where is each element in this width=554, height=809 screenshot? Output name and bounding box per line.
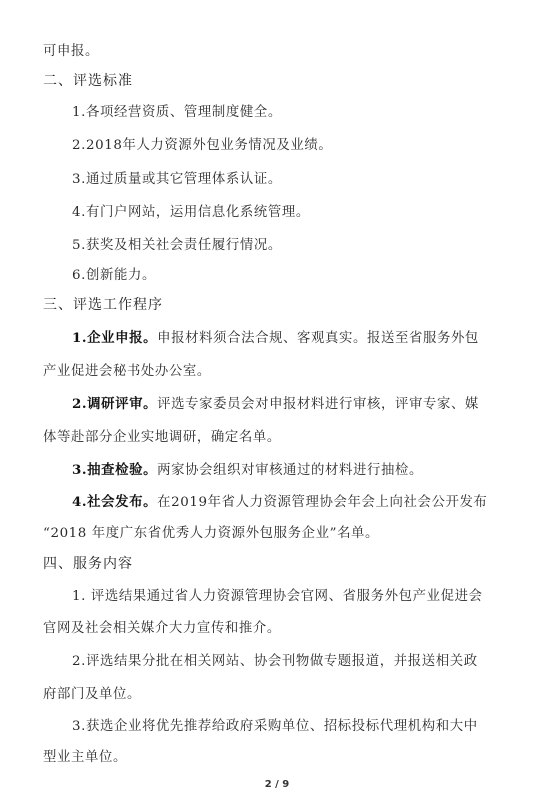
page-number: 2 / 9 bbox=[264, 779, 290, 790]
criteria-item-4: 4.有门户网站，运用信息化系统管理。 bbox=[72, 205, 310, 220]
section3-heading: 三、评选工作程序 bbox=[43, 297, 163, 313]
procedure-step-1-label: 1.企业申报。 bbox=[72, 330, 158, 346]
section2-heading: 二、评选标准 bbox=[43, 73, 133, 89]
service-item-3-line2: 型业主单位。 bbox=[43, 750, 127, 765]
procedure-step-1-line2: 产业促进会秘书处办公室。 bbox=[43, 364, 211, 379]
procedure-step-1-line1 bbox=[72, 327, 479, 346]
service-item-2-line2: 府部门及单位。 bbox=[43, 687, 141, 702]
procedure-step-4-line2: “2018 年度广东省优秀人力资源外包服务企业”名单。 bbox=[43, 526, 380, 541]
procedure-step-4-label: 4.社会发布。 bbox=[72, 494, 158, 510]
procedure-step-3-text: 两家协会组织对审核通过的材料进行抽检。 bbox=[157, 463, 423, 478]
criteria-item-2: 2.2018年人力资源外包业务情况及业绩。 bbox=[72, 138, 333, 153]
procedure-step-4-line1 bbox=[72, 491, 487, 510]
criteria-item-5: 5.获奖及相关社会责任履行情况。 bbox=[72, 238, 282, 253]
intro-tail-text: 可申报。 bbox=[43, 44, 99, 59]
criteria-item-3: 3.通过质量或其它管理体系认证。 bbox=[72, 172, 282, 187]
procedure-step-4-text: 在2019年省人力资源管理协会年会上向社会公开发布 bbox=[157, 495, 488, 510]
procedure-step-1-text: 申报材料须合法合规、客观真实。报送至省服务外包 bbox=[157, 331, 479, 346]
procedure-step-2-text: 评选专家委员会对申报材料进行审核，评审专家、媒 bbox=[157, 397, 479, 412]
section4-heading: 四、服务内容 bbox=[43, 556, 133, 572]
service-item-2-line1: 2.评选结果分批在相关网站、协会刊物做专题报道，并报送相关政 bbox=[72, 654, 478, 669]
procedure-step-3-label: 3.抽查检验。 bbox=[72, 462, 158, 478]
procedure-step-3-line1 bbox=[72, 459, 423, 478]
criteria-item-6: 6.创新能力。 bbox=[72, 268, 156, 283]
procedure-step-2-line2: 体等赴部分企业实地调研，确定名单。 bbox=[43, 430, 281, 445]
procedure-step-2-label: 2.调研评审。 bbox=[72, 396, 158, 412]
service-item-1-line1: 1. 评选结果通过省人力资源管理协会官网、省服务外包产业促进会 bbox=[72, 589, 483, 604]
criteria-item-1: 1.各项经营资质、管理制度健全。 bbox=[72, 105, 282, 120]
procedure-step-2-line1 bbox=[72, 393, 479, 412]
service-item-3-line1: 3.获选企业将优先推荐给政府采购单位、招标投标代理机构和大中 bbox=[72, 719, 478, 734]
service-item-1-line2: 官网及社会相关媒介大力宣传和推介。 bbox=[43, 621, 281, 636]
